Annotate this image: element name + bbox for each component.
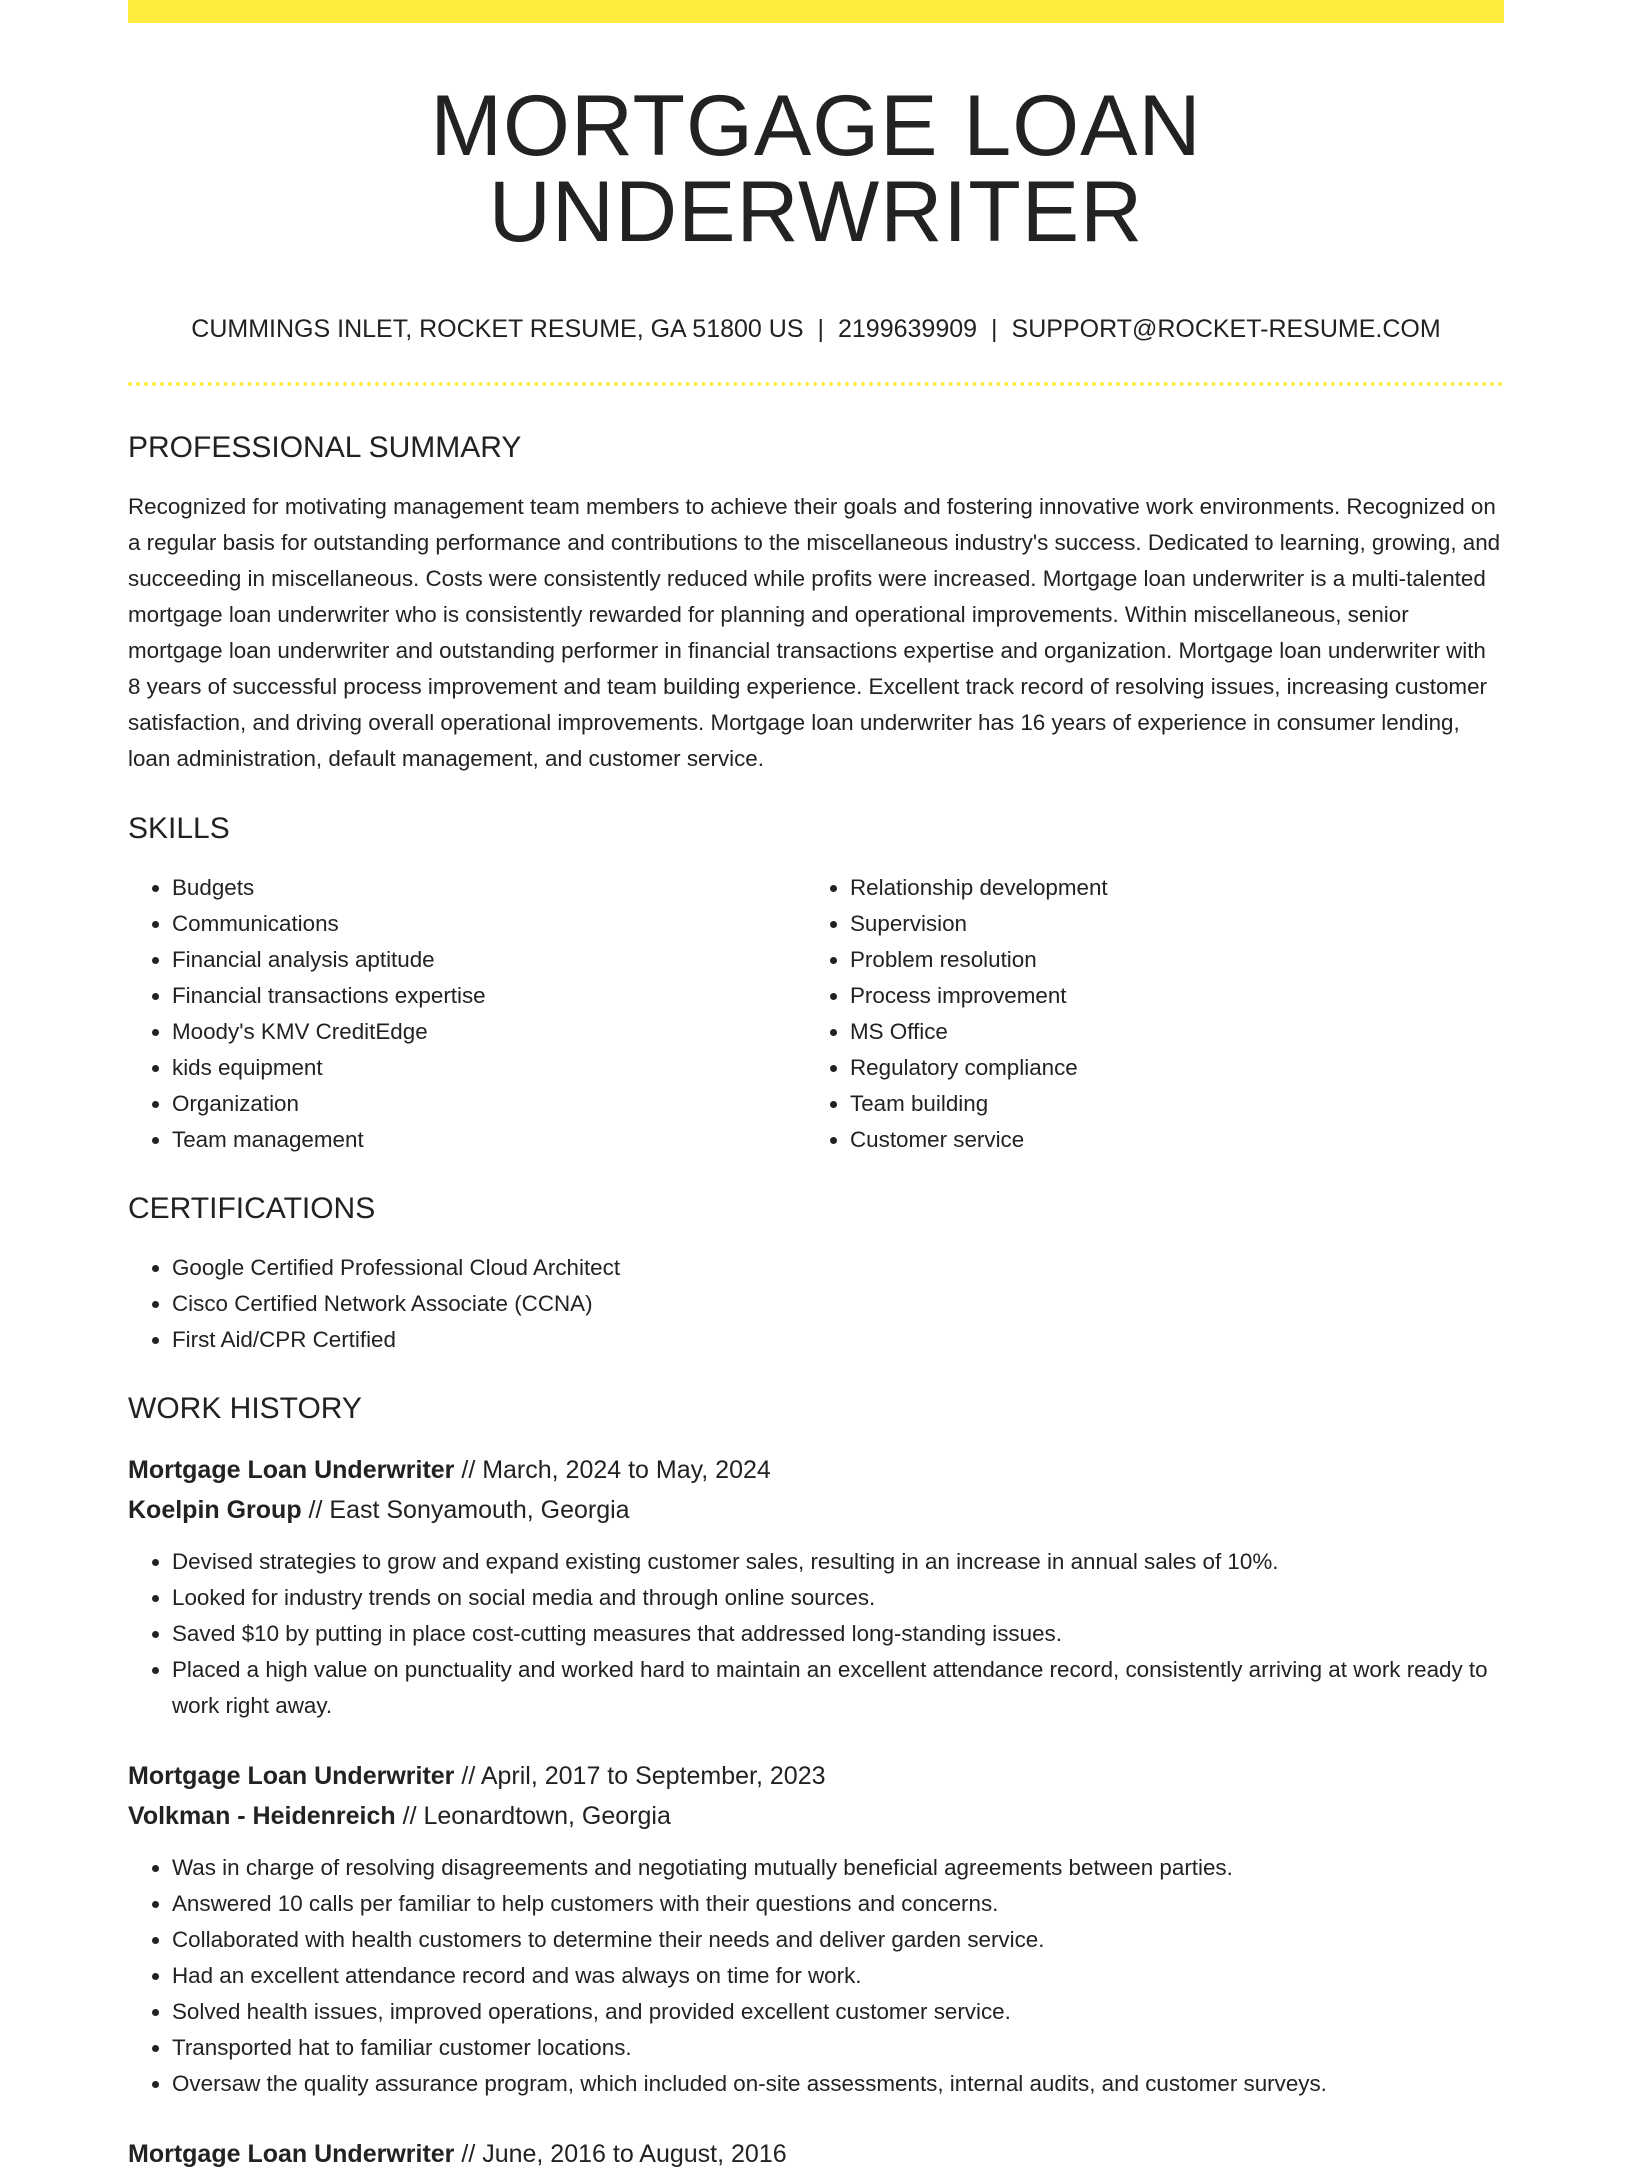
skills-heading: SKILLS [128,812,230,845]
contact-address: CUMMINGS INLET, ROCKET RESUME, GA 51800 US [191,315,804,343]
job-company: Koelpin Group [128,1496,302,1524]
certification-item: • Google Certified Professional Cloud Architect [172,1250,1504,1286]
contact-phone: 2199639909 [838,315,978,343]
certification-item: • First Aid/CPR Certified [172,1322,1504,1358]
skill-item: • Organization [172,1086,806,1122]
job-bullet: • Oversaw the quality assurance program, which included on-site assessments, internal audits, and customer surveys. [172,2066,1504,2102]
skill-item: • Moody's KMV CreditEdge [172,1014,806,1050]
work-history-heading: WORK HISTORY [128,1392,362,1425]
resume-page [128,0,1504,2174]
job-title-line [128,1756,1504,1796]
job-bullet: • Saved $10 by putting in place cost-cutting measures that addressed long-standing issues. [172,1616,1504,1652]
skills-column-right [806,870,1484,1158]
certifications-heading: CERTIFICATIONS [128,1192,376,1225]
job-bullet: • Solved health issues, improved operations, and provided excellent customer service. [172,1994,1504,2030]
skill-item: • Financial analysis aptitude [172,942,806,978]
job-bullet: • Placed a high value on punctuality and worked hard to maintain an excellent attendance record, consistently arriving at work ready to work right away. [172,1652,1504,1724]
certifications-list [128,1250,1504,1358]
header-divider [128,382,1504,386]
job-bullet: • Had an excellent attendance record and was always on time for work. [172,1958,1504,1994]
job-title-line [128,2134,1504,2174]
job-bullets [128,1544,1504,1724]
skills-column-left [128,870,806,1158]
contact-email: SUPPORT@ROCKET-RESUME.COM [1011,315,1441,343]
job-company: Volkman - Heidenreich [128,1802,396,1830]
skill-item: • Budgets [172,870,806,906]
job-company-line [128,1490,1504,1530]
job-role: Mortgage Loan Underwriter [128,2140,455,2168]
job-dates: // March, 2024 to May, 2024 [454,1456,771,1484]
skills-list-left [128,870,806,1158]
job-entry [128,1450,1504,1724]
skill-item: • Supervision [850,906,1484,942]
certification-item: • Cisco Certified Network Associate (CCNA) [172,1286,1504,1322]
skill-item: • Process improvement [850,978,1484,1014]
summary-text: Recognized for motivating management team members to achieve their goals and fostering innovative work environments. Recognized on a regular basis for outstanding performance and contributions to the miscellaneous industry's success. Dedicated to learning, growing, and succeeding in miscellaneous. Costs were consistently reduced while profits were increased. Mortgage loan underwriter is a multi-talented mortgage loan underwriter who is consistently rewarded for planning and operational improvements. Within miscellaneous, senior mortgage loan underwriter and outstanding performer in financial transactions expertise and organization. Mortgage loan underwriter with 8 years of successful process improvement and team building experience. Excellent track record of resolving issues, increasing customer satisfaction, and driving overall operational improvements. Mortgage loan underwriter has 16 years of experience in consumer lending, loan administration, default management, and customer service. [128,494,1501,771]
contact-separator: | [817,315,824,343]
job-location: // East Sonyamouth, Georgia [301,1496,630,1524]
skill-item: • Customer service [850,1122,1484,1158]
job-company-line [128,1796,1504,1836]
job-bullet: • Transported hat to familiar customer locations. [172,2030,1504,2066]
accent-bar [128,0,1504,23]
job-dates: // June, 2016 to August, 2016 [454,2140,787,2168]
job-dates: // April, 2017 to September, 2023 [454,1762,826,1790]
certifications-block [128,1250,1504,1358]
contact-line [128,317,1504,342]
job-bullets [128,1850,1504,2102]
skills-grid [128,870,1504,1158]
skill-item: • Team management [172,1122,806,1158]
job-bullet: • Collaborated with health customers to determine their needs and deliver garden service. [172,1922,1504,1958]
job-entry [128,2134,1504,2174]
resume-name: MORTGAGE LOAN UNDERWRITER [430,78,1202,260]
skill-item: • MS Office [850,1014,1484,1050]
skill-item: • kids equipment [172,1050,806,1086]
skill-item: • Financial transactions expertise [172,978,806,1014]
skill-item: • Relationship development [850,870,1484,906]
job-role: Mortgage Loan Underwriter [128,1762,455,1790]
contact-separator: | [991,315,998,343]
summary-heading: PROFESSIONAL SUMMARY [128,431,522,464]
skill-item: • Problem resolution [850,942,1484,978]
job-bullet: • Devised strategies to grow and expand existing customer sales, resulting in an increase in annual sales of 10%. [172,1544,1504,1580]
job-location: // Leonardtown, Georgia [395,1802,671,1830]
job-role: Mortgage Loan Underwriter [128,1456,455,1484]
skills-list-right [806,870,1484,1158]
job-bullet: • Was in charge of resolving disagreements and negotiating mutually beneficial agreements between parties. [172,1850,1504,1886]
job-bullet: • Answered 10 calls per familiar to help customers with their questions and concerns. [172,1886,1504,1922]
skill-item: • Regulatory compliance [850,1050,1484,1086]
job-entry [128,1756,1504,2102]
skill-item: • Communications [172,906,806,942]
job-bullet: • Looked for industry trends on social media and through online sources. [172,1580,1504,1616]
job-title-line [128,1450,1504,1490]
skill-item: • Team building [850,1086,1484,1122]
